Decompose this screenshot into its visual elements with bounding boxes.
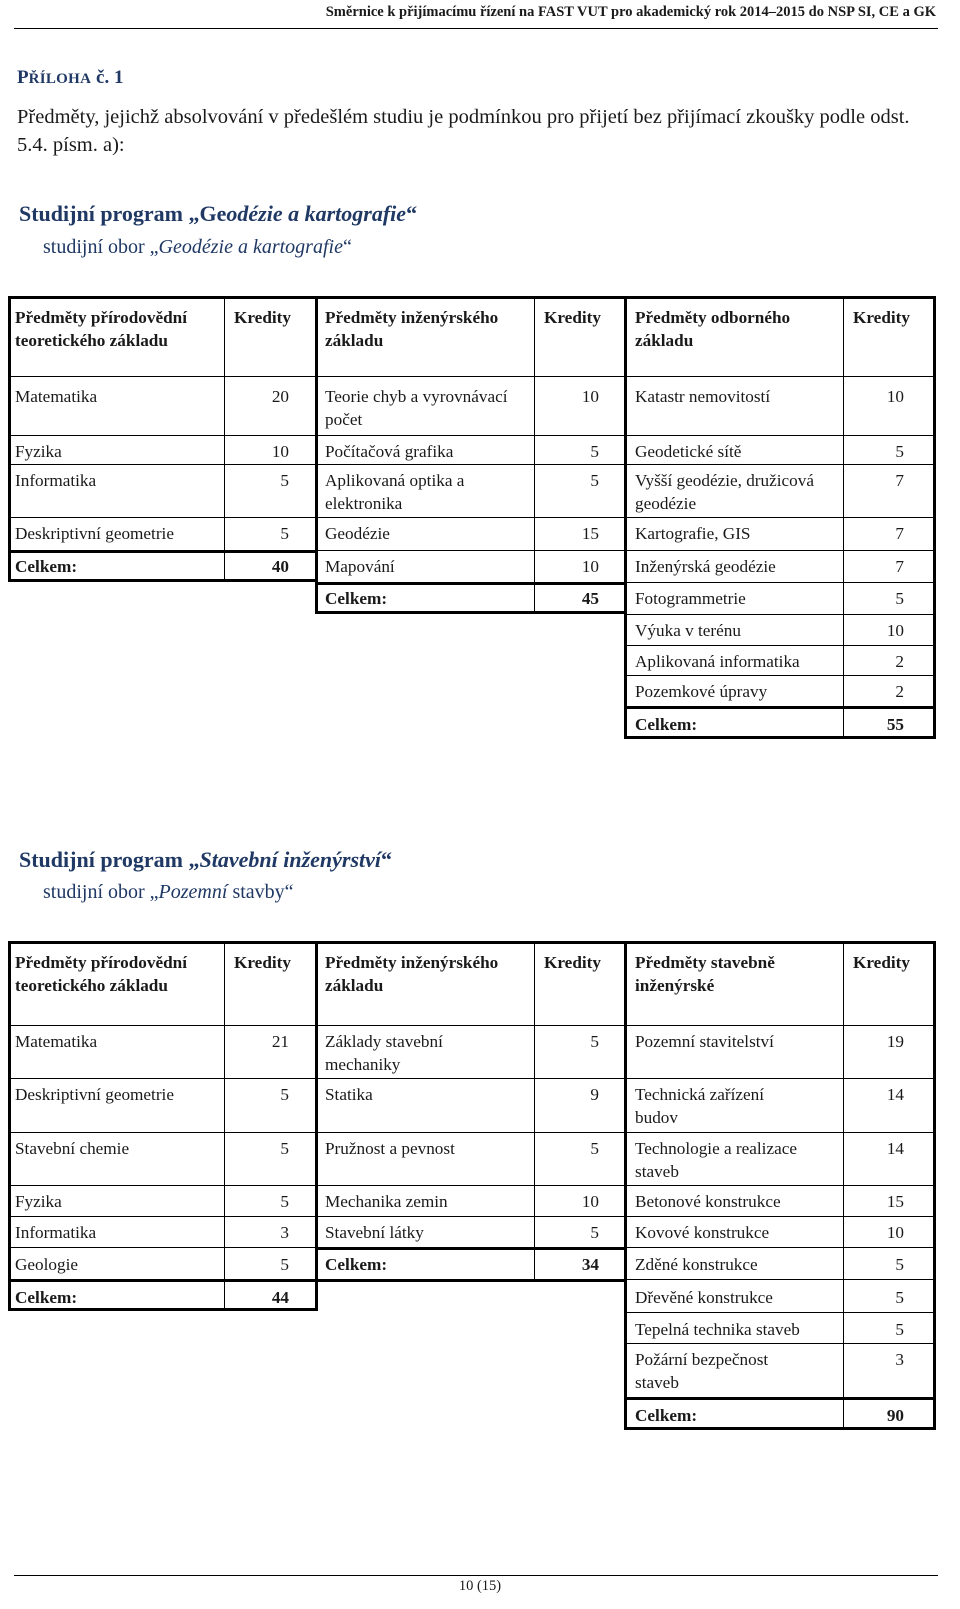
table-cell-total: 44: [271, 1288, 289, 1307]
table-cell-total: Celkem:: [325, 1255, 388, 1274]
table-cell-total: 55: [886, 715, 904, 734]
table-cell: Pružnost a pevnost: [325, 1139, 455, 1158]
table-header-cell: Kredity: [544, 953, 601, 972]
table-header-cell: Předměty inženýrského základu: [325, 953, 499, 995]
table-cell: 9: [590, 1085, 599, 1104]
table-cell: Technická zařízení budov: [635, 1085, 765, 1127]
table-rule: [534, 941, 535, 1281]
table-cell: Tepelná technika staveb: [635, 1320, 800, 1339]
table-cell: Pozemní stavitelství: [635, 1032, 774, 1051]
table-cell: Kovové konstrukce: [635, 1223, 770, 1242]
table-rule: [317, 611, 626, 614]
table-rule: [626, 645, 936, 646]
table-cell: Fyzika: [15, 1192, 62, 1211]
table-cell: 5: [590, 1223, 599, 1242]
program1-subtitle-italic: Geodézie a kartografie: [158, 236, 343, 258]
table-rule: [626, 706, 936, 709]
table-rule: [317, 1279, 626, 1282]
table-rule: [317, 1247, 626, 1250]
table-rule: [8, 464, 936, 465]
program1-title-italic: odézie a kartografie: [226, 201, 407, 226]
footer-rule: [14, 1575, 938, 1576]
table-rule: [626, 1312, 936, 1313]
table-cell: Fotogrammetrie: [635, 589, 746, 608]
page-header: Směrnice k přijímacímu řízení na FAST VUT pro akademický rok 2014–2015 do NSP SI, CE a GK: [325, 4, 936, 20]
table-cell: Aplikovaná informatika: [635, 652, 800, 671]
table-rule: [8, 1216, 936, 1217]
table-rule: [933, 296, 936, 739]
table-cell: 15: [581, 524, 599, 543]
table-rule: [626, 675, 936, 676]
table-cell: 10: [886, 621, 904, 640]
table-rule: [843, 296, 844, 739]
table-cell: 20: [271, 387, 289, 406]
table-cell: 10: [581, 557, 599, 576]
intro-paragraph: Předměty, jejichž absolvování v předešlém studiu je podmínkou pro přijetí bez přijímací zkoušky podle odst. 5.4. písm. a):: [17, 106, 910, 156]
table-cell: 5: [590, 1032, 599, 1051]
table-cell: 14: [886, 1085, 904, 1104]
table-rule: [843, 941, 844, 1430]
program2-subtitle-suffix: “: [284, 881, 294, 903]
table-header-cell: Předměty inženýrského základu: [325, 308, 499, 350]
table-rule: [315, 296, 318, 614]
table-cell: Aplikovaná optika a elektronika: [325, 471, 465, 513]
table-rule: [8, 435, 936, 436]
program1-subtitle: [43, 236, 352, 259]
table-cell-total: 90: [886, 1406, 904, 1425]
table-rule: [626, 1343, 936, 1344]
table-rule: [317, 582, 626, 585]
table-cell: 10: [886, 1223, 904, 1242]
table-cell: Zděné konstrukce: [635, 1255, 758, 1274]
table-cell: Stavební chemie: [15, 1139, 130, 1158]
table-header-cell: Předměty přírodovědní teoretického základu: [15, 308, 188, 350]
table-cell: 5: [280, 1139, 289, 1158]
table-cell: Základy stavební mechaniky: [325, 1032, 443, 1074]
table-cell: Matematika: [15, 1032, 98, 1051]
table-cell: Vyšší geodézie, družicová geodézie: [635, 471, 814, 513]
table-cell: 2: [895, 682, 904, 701]
program2-subtitle: [43, 881, 294, 904]
table-cell: 5: [280, 524, 289, 543]
table-cell: Kartografie, GIS: [635, 524, 751, 543]
table-cell: 10: [581, 1192, 599, 1211]
table-header-cell: Kredity: [234, 308, 291, 327]
program2-title-prefix: Studijní program „: [19, 847, 200, 872]
table-cell: Stavební látky: [325, 1223, 424, 1242]
table-cell: 19: [886, 1032, 904, 1051]
table-cell: Deskriptivní geometrie: [15, 1085, 174, 1104]
table-cell-total: 40: [271, 557, 289, 576]
table-cell: 3: [280, 1223, 289, 1242]
table-rule: [626, 1247, 936, 1248]
table-cell: 5: [895, 442, 904, 461]
table-rule: [8, 1247, 317, 1248]
table-rule: [8, 1078, 936, 1079]
table-cell: Geologie: [15, 1255, 79, 1274]
table-rule: [626, 1279, 936, 1280]
table-rule: [8, 1185, 936, 1186]
table-cell: Katastr nemovitostí: [635, 387, 771, 406]
table-cell: 5: [895, 1288, 904, 1307]
table-rule: [8, 1308, 317, 1311]
table-cell: 5: [895, 1320, 904, 1339]
table-cell: 14: [886, 1139, 904, 1158]
table-cell: Inženýrská geodézie: [635, 557, 776, 576]
table-header-cell: Kredity: [853, 953, 910, 972]
program2-subtitle-rest: stavby: [227, 881, 285, 903]
table-cell: 5: [280, 1192, 289, 1211]
table-cell: Teorie chyb a vyrovnávací počet: [325, 387, 508, 429]
table-cell-total: Celkem:: [635, 715, 698, 734]
table-cell: Počítačová grafika: [325, 442, 454, 461]
table-cell: 5: [590, 1139, 599, 1158]
table-cell: 5: [590, 471, 599, 490]
table-rule: [624, 296, 627, 739]
program2-title-italic: Stavební inženýrství: [199, 847, 382, 872]
heading-prefix: P: [17, 67, 29, 88]
table-cell: 5: [590, 442, 599, 461]
table-rule: [626, 582, 936, 583]
table-rule: [315, 941, 318, 1311]
table-cell: 21: [271, 1032, 289, 1051]
program1-title-plain: Ge: [199, 201, 227, 226]
table-cell: Požární bezpečnost staveb: [635, 1350, 769, 1392]
table-rule: [8, 1132, 936, 1133]
table-cell: 7: [895, 557, 904, 576]
table-cell: Statika: [325, 1085, 373, 1104]
table-rule: [8, 1025, 936, 1026]
table-rule: [626, 1427, 936, 1430]
table-cell: Informatika: [15, 1223, 97, 1242]
table-cell: Mapování: [325, 557, 395, 576]
header-rule: [14, 28, 938, 29]
table-rule: [933, 941, 936, 1430]
program2-title-suffix: “: [381, 847, 393, 872]
table-cell: 5: [280, 471, 289, 490]
table-rule: [8, 550, 317, 553]
table-cell-total: Celkem:: [635, 1406, 698, 1425]
program1-title: [19, 201, 417, 227]
page-number: 10 (15): [458, 1578, 502, 1594]
table-cell: 2: [895, 652, 904, 671]
program1-subtitle-prefix: studijní obor „: [43, 236, 159, 258]
table-cell: 15: [886, 1192, 904, 1211]
table-cell: Matematika: [15, 387, 98, 406]
heading-rest: č. 1: [91, 67, 124, 88]
table-cell: Geodetické sítě: [635, 442, 742, 461]
table-cell: 3: [895, 1350, 904, 1369]
table-header-cell: Kredity: [544, 308, 601, 327]
table-cell: Betonové konstrukce: [635, 1192, 781, 1211]
table-cell: Informatika: [15, 471, 97, 490]
table-cell: 7: [895, 524, 904, 543]
table-rule: [8, 941, 936, 944]
table-cell: 5: [280, 1255, 289, 1274]
table-cell: Dřevěné konstrukce: [635, 1288, 773, 1307]
table-rule: [8, 1279, 317, 1282]
table-rule: [626, 1397, 936, 1400]
program1-title-suffix: “: [406, 201, 418, 226]
table-header-cell: Kredity: [234, 953, 291, 972]
table-rule: [534, 296, 535, 614]
table-cell: 10: [581, 387, 599, 406]
table-cell: 5: [895, 1255, 904, 1274]
program1-subtitle-suffix: “: [342, 236, 352, 258]
table-header-cell: Předměty stavebně inženýrské: [635, 953, 775, 995]
program1-title-prefix: Studijní program „: [19, 201, 200, 226]
table-cell: 10: [271, 442, 289, 461]
program2-title: [19, 847, 392, 873]
table-cell: 7: [895, 471, 904, 490]
table-cell: Geodézie: [325, 524, 390, 543]
table-cell-total: 34: [581, 1255, 599, 1274]
program1-table: [8, 296, 936, 741]
table-rule: [8, 579, 317, 582]
table-cell-total: Celkem:: [15, 1288, 78, 1307]
table-header-cell: Předměty odborného základu: [635, 308, 791, 350]
table-cell: 5: [280, 1085, 289, 1104]
program2-subtitle-italic: Pozemní: [158, 881, 228, 903]
table-cell-total: Celkem:: [15, 557, 78, 576]
table-cell: Mechanika zemin: [325, 1192, 448, 1211]
table-cell: 10: [886, 387, 904, 406]
table-header-cell: Kredity: [853, 308, 910, 327]
heading-smallcaps: ŘÍLOHA: [28, 71, 92, 87]
table-cell: Výuka v terénu: [635, 621, 741, 640]
table-cell-total: 45: [581, 589, 599, 608]
table-rule: [626, 736, 936, 739]
table-rule: [624, 941, 627, 1430]
program2-table: [8, 941, 936, 1431]
table-rule: [8, 941, 11, 1311]
table-rule: [224, 296, 225, 582]
table-cell: Fyzika: [15, 442, 62, 461]
table-cell: Pozemkové úpravy: [635, 682, 768, 701]
table-rule: [626, 614, 936, 615]
table-cell-total: Celkem:: [325, 589, 388, 608]
table-rule: [8, 296, 11, 582]
table-rule: [8, 296, 936, 299]
table-rule: [8, 517, 936, 518]
table-rule: [8, 376, 936, 377]
program2-subtitle-prefix: studijní obor „: [43, 881, 159, 903]
table-rule: [224, 941, 225, 1311]
appendix-heading: [17, 67, 123, 89]
table-cell: 5: [895, 589, 904, 608]
table-cell: Technologie a realizace staveb: [635, 1139, 797, 1181]
table-cell: Deskriptivní geometrie: [15, 524, 174, 543]
table-header-cell: Předměty přírodovědní teoretického základu: [15, 953, 188, 995]
